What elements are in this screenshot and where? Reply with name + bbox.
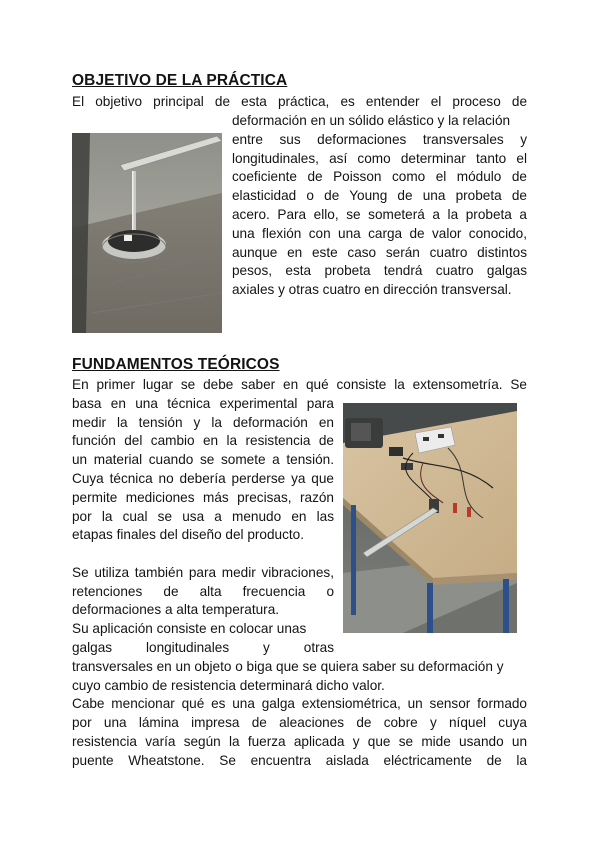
paragraph-line: medir la tensión y la deformación en: [72, 415, 334, 430]
paragraph-line: Se utiliza también para medir vibraciones,: [72, 565, 334, 580]
paragraph-line: acero. Para ello, se someterá a la probeta a: [232, 207, 527, 222]
paragraph-line: una flexión con una carga de valor conocido,: [232, 226, 527, 241]
paragraph-line: etapas finales del diseño del producto.: [72, 527, 305, 542]
paragraph-line: un material cuando se somete a tensión.: [72, 452, 334, 467]
paragraph-line: deformación en un sólido elástico y la relación: [232, 113, 511, 128]
paragraph-line: Cabe mencionar qué es una galga extensiométrica, un sensor formado: [72, 696, 527, 711]
paragraph-line: galgas longitudinales y otras: [72, 640, 334, 655]
paragraph-line: permite mediciones más precisas, razón: [72, 490, 334, 505]
paragraph-line: Su aplicación consiste en colocar unas: [72, 621, 307, 636]
paragraph-line: longitudinales, así como determinar tanto el: [232, 151, 527, 166]
paragraph-line: axiales y otras cuatro en dirección transversal.: [232, 282, 512, 297]
paragraph-line: función del cambio en la resistencia de: [72, 433, 334, 448]
paragraph-line: retenciones de alta frecuencia o: [72, 584, 334, 599]
paragraph-line: deformaciones a alta temperatura.: [72, 602, 280, 617]
paragraph-line: entre sus deformaciones transversales y: [232, 132, 527, 147]
paragraph-line: En primer lugar se debe saber en qué consiste la extensometría. Se: [72, 377, 527, 392]
paragraph-line: coeficiente de Poisson como el módulo de: [232, 169, 527, 184]
paragraph-line: transversales en un objeto o biga que se quiera saber su deformación y: [72, 659, 504, 674]
paragraph-line: puente Wheatstone. Se encuentra aislada eléctricamente de la: [72, 753, 527, 768]
paragraph-line: pesos, esta probeta tendrá cuatro galgas: [232, 263, 527, 278]
section-heading-objetivo: OBJETIVO DE LA PRÁCTICA: [72, 72, 288, 89]
paragraph-line: cuyo cambio de resistencia determinará dicho valor.: [72, 678, 385, 693]
workbench-setup-photo: [343, 403, 517, 633]
paragraph-line: aunque en este caso serán cuatro distintos: [232, 245, 527, 260]
paragraph-line: basa en una técnica experimental para: [72, 396, 334, 411]
paragraph-line: por una lámina impresa de aleaciones de cobre y níquel cuya: [72, 715, 527, 730]
paragraph-line: Cuya técnica no debería perderse ya que: [72, 471, 334, 486]
paragraph-line: resistencia varía según la fuerza aplicada y que se mide usando un: [72, 734, 527, 749]
specimen-stand-photo: [72, 133, 222, 333]
paragraph-line: El objetivo principal de esta práctica, es entender el proceso de: [72, 94, 527, 109]
section-heading-fundamentos: FUNDAMENTOS TEÓRICOS: [72, 356, 280, 373]
paragraph-line: por la cual se usa a menudo en las: [72, 509, 334, 524]
paragraph-line: elasticidad o de Young de una probeta de: [232, 188, 527, 203]
